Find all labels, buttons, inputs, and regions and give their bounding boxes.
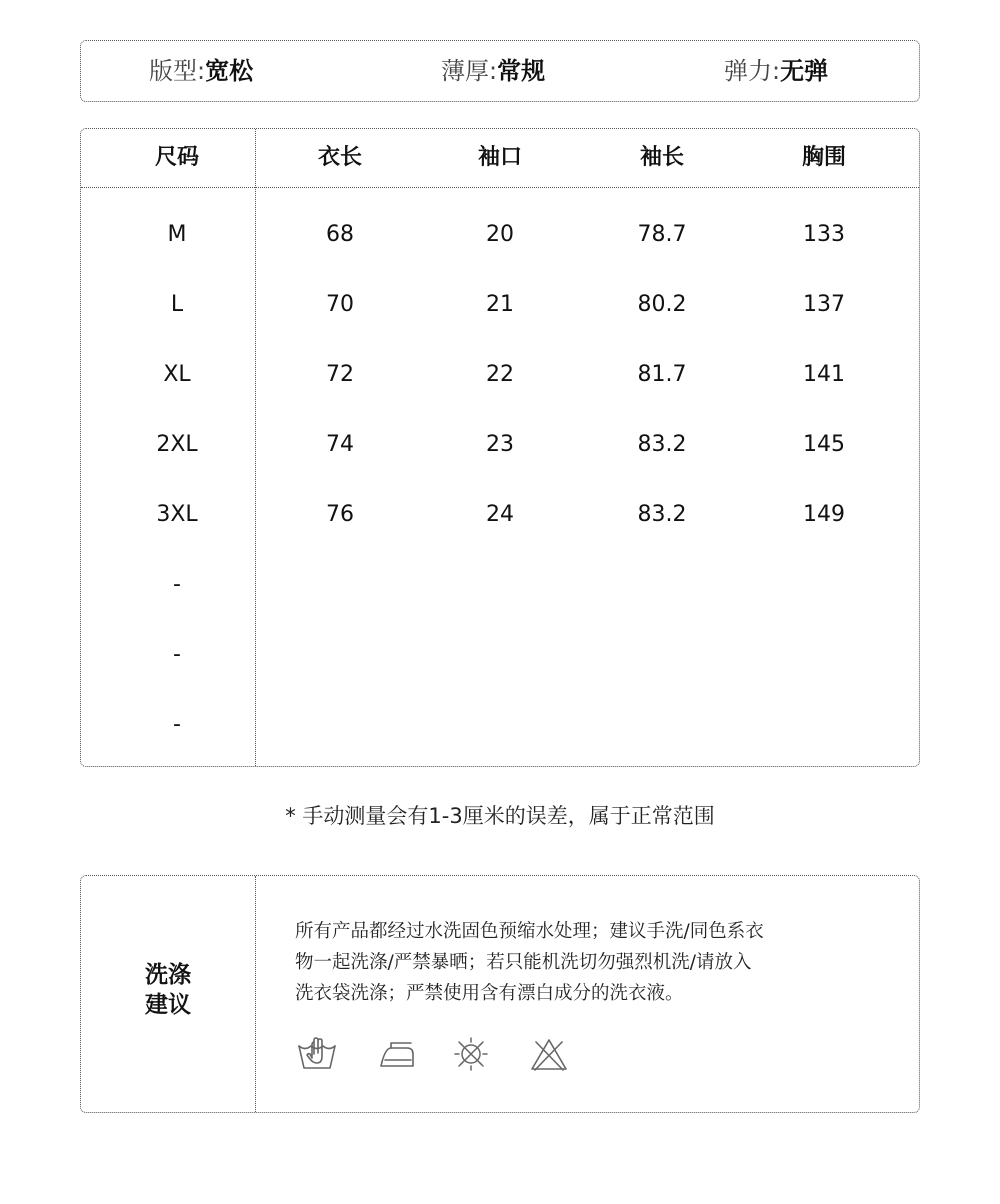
header-chest: 胸围 xyxy=(801,145,846,170)
table-cell: - xyxy=(173,572,181,597)
care-box xyxy=(80,875,920,1113)
table-cell: 74 xyxy=(326,432,354,457)
table-cell: - xyxy=(173,642,181,667)
attribute-key: 薄厚: xyxy=(441,57,498,85)
care-text-line: 洗衣袋洗涤；严禁使用含有漂白成分的洗衣液。 xyxy=(295,983,684,1004)
table-cell: 83.2 xyxy=(637,432,687,457)
low-iron-icon xyxy=(377,1036,417,1072)
size-table xyxy=(80,128,920,767)
care-text-line: 物一起洗涤/严禁暴晒；若只能机洗切勿强烈机洗/请放入 xyxy=(295,952,752,973)
table-cell: 68 xyxy=(326,222,354,247)
table-cell: 141 xyxy=(803,362,845,387)
table-cell: 24 xyxy=(486,502,514,527)
care-title-line: 洗涤 xyxy=(145,962,191,988)
table-cell: 21 xyxy=(486,292,514,317)
table-cell: 149 xyxy=(803,502,845,527)
header-size: 尺码 xyxy=(154,145,199,170)
table-cell: 133 xyxy=(803,222,845,247)
attribute-key: 版型: xyxy=(149,57,206,85)
attribute-value: 无弹 xyxy=(780,57,829,85)
attribute-elasticity xyxy=(724,41,828,101)
table-cell: 83.2 xyxy=(637,502,687,527)
attribute-thickness xyxy=(441,41,545,101)
table-cell: 78.7 xyxy=(637,222,687,247)
table-cell: 20 xyxy=(486,222,514,247)
table-cell: 22 xyxy=(486,362,514,387)
header-sleeve: 袖长 xyxy=(639,145,684,170)
care-instructions xyxy=(295,916,895,1009)
attribute-value: 常规 xyxy=(497,57,546,85)
table-cell: L xyxy=(170,292,184,317)
table-cell: 72 xyxy=(326,362,354,387)
attributes-box xyxy=(80,40,920,102)
column-divider xyxy=(255,876,256,1112)
no-tumble-dry-icon xyxy=(451,1036,491,1072)
table-cell: M xyxy=(167,222,187,247)
table-cell: 76 xyxy=(326,502,354,527)
header-divider xyxy=(81,187,919,188)
column-divider xyxy=(255,129,256,766)
attribute-value: 宽松 xyxy=(205,57,254,85)
care-title-line: 建议 xyxy=(145,992,191,1018)
care-title xyxy=(81,960,255,1020)
table-cell: 145 xyxy=(803,432,845,457)
table-cell: 137 xyxy=(803,292,845,317)
attribute-fit xyxy=(149,41,253,101)
header-cuff: 袖口 xyxy=(477,145,522,170)
hand-wash-icon xyxy=(297,1036,337,1072)
attribute-key: 弹力: xyxy=(724,57,781,85)
header-length: 衣长 xyxy=(317,145,362,170)
table-cell: XL xyxy=(163,362,191,387)
table-cell: 81.7 xyxy=(637,362,687,387)
table-cell: 3XL xyxy=(156,502,198,527)
measurement-note: * 手动测量会有1-3厘米的误差，属于正常范围 xyxy=(285,804,715,828)
table-cell: 2XL xyxy=(156,432,198,457)
table-cell: 70 xyxy=(326,292,354,317)
no-bleach-icon xyxy=(529,1036,569,1072)
care-text-line: 所有产品都经过水洗固色预缩水处理；建议手洗/同色系衣 xyxy=(295,921,764,942)
table-cell: 80.2 xyxy=(637,292,687,317)
table-cell: 23 xyxy=(486,432,514,457)
table-cell: - xyxy=(173,712,181,737)
